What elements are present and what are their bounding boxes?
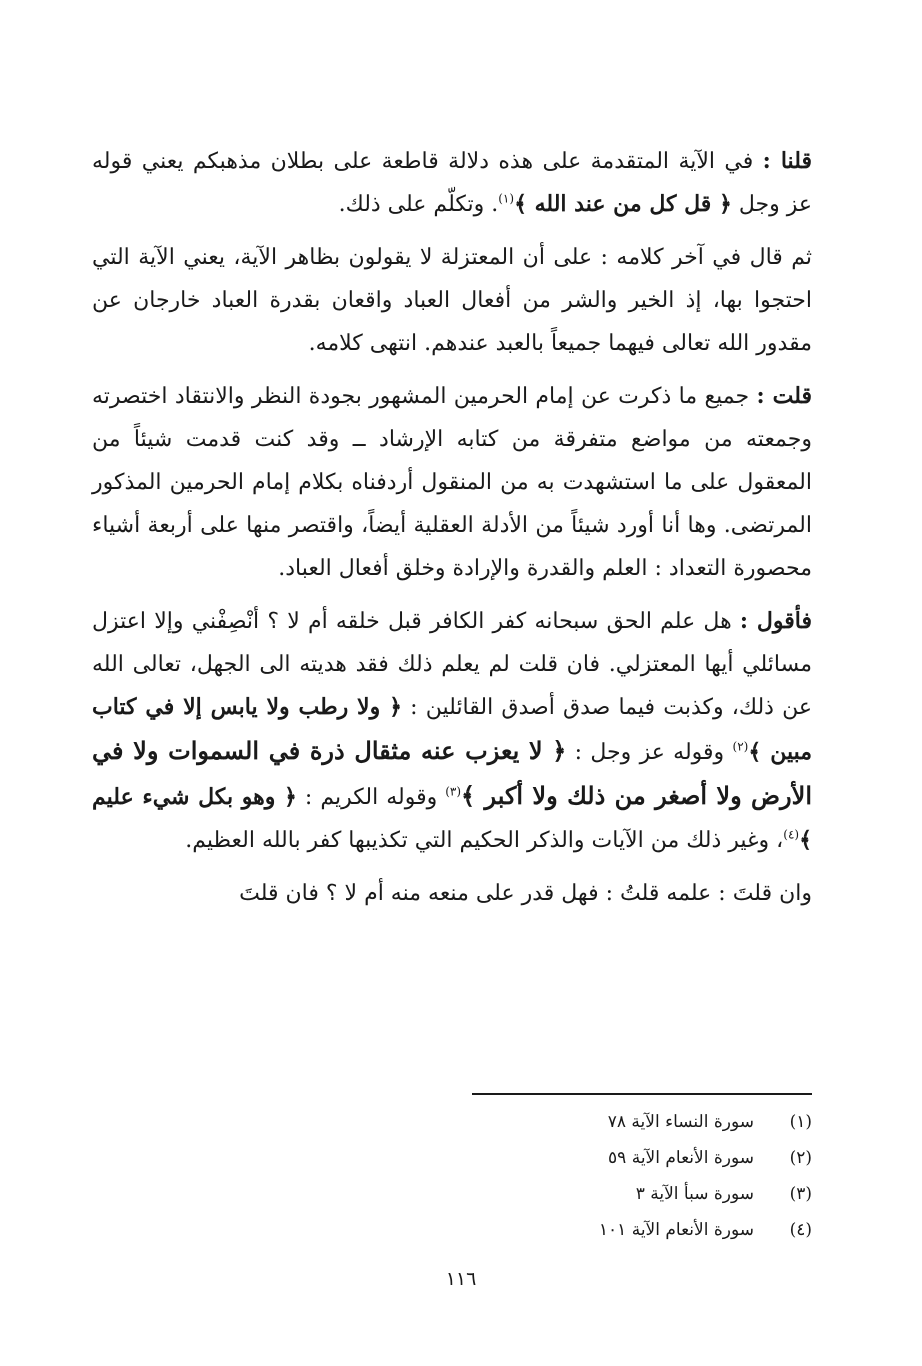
paragraph-2: ثم قال في آخر كلامه : على أن المعتزلة لا يقولون بظاهر الآية، يعني الآية التي احتجوا بها، إذ الخير والشر من أفعال العباد واقعان بقدرة العباد خارجان عن مقدور الله تعالى فيهما جميعاً بالعبد عندهم. انتهى كلامه. (92, 245, 812, 356)
page-body (92, 140, 812, 925)
footnote-number: (٣) (789, 1184, 812, 1204)
footnote-number: (٢) (789, 1148, 812, 1168)
quran-quote: ﴿ ولا رطب ولا يابس إلا في كتاب مبين ﴾ (92, 694, 813, 765)
paragraph-lead: قلنا : (762, 148, 812, 174)
footnote-ref: (٢) (732, 739, 749, 754)
footnote-text: سورة الأنعام الآية ٥٩ (608, 1148, 754, 1168)
paragraph-text: وقوله الكريم : (296, 785, 446, 810)
paragraph-3 (92, 375, 812, 590)
paragraph-text: في الآية المتقدمة على هذه دلالة قاطعة على بطلان مذهبكم يعني قوله عز وجل (92, 149, 812, 217)
paragraph-1 (92, 140, 812, 226)
footnote-number: (١) (789, 1112, 812, 1132)
quran-quote: ﴿ قل كل من عند الله ﴾ (514, 191, 732, 217)
footnote-text: سورة سبأ الآية ٣ (635, 1184, 754, 1204)
footnote-text: سورة الأنعام الآية ١٠١ (598, 1220, 754, 1240)
paragraph-text: ، وغير ذلك من الآيات والذكر الحكيم التي تكذيبها كفر بالله العظيم. (185, 828, 784, 853)
paragraph-text: هل علم الحق سبحانه كفر الكافر قبل خلقه أم لا ؟ أنْصِفْني وإلا اعتزل مسائلي أيها المعتزلي. فان قلت لم يعلم ذلك فقد هديته الى الجهل، تعالى الله عن ذلك، وكذبت فيما صدق أصدق القائلين : (92, 609, 813, 720)
paragraph-text: وقوله عز وجل : (566, 740, 733, 765)
footnote-item (412, 1212, 812, 1248)
paragraph-text: . وتكلّم على ذلك. (338, 192, 499, 217)
footnotes (412, 1104, 812, 1248)
paragraph-4 (92, 600, 812, 862)
paragraph-text: جميع ما ذكرت عن إمام الحرمين المشهور بجودة النظر والانتقاد اختصرته وجمعته من مواضع متفرقة من كتابه الإرشاد ــ وقد كنت قدمت شيئاً من المعقول على ما استشهدت به من المنقول أردفناه بكلام إمام الحرمين المذكور المرتضى. وها أنا أورد شيئاً من الأدلة العقلية أيضاً، واقتصر منها على أربعة أشياء محصورة التعداد : العلم والقدرة والإرادة وخلق أفعال العباد. (92, 384, 812, 581)
footnote-text: سورة النساء الآية ٧٨ (607, 1112, 754, 1132)
footnote-item (412, 1176, 812, 1212)
footnote-ref: (٣) (445, 784, 462, 799)
footnote-ref: (٤) (783, 827, 800, 842)
paragraph-5: وان قلتَ : علمه قلتُ : فهل قدر على منعه منه أم لا ؟ فان قلتَ (239, 881, 812, 906)
footnote-number: (٤) (789, 1220, 812, 1240)
page-number: ١١٦ (445, 1268, 477, 1290)
paragraph-lead: قلت : (756, 383, 812, 409)
quran-quote: ﴿ وهو بكل شيء عليم ﴾ (92, 784, 812, 853)
quran-quote: ﴿ لا يعزب عنه مثقال ذرة في السموات ولا في الأرض ولا أصغر من ذلك ولا أكبر ﴾ (92, 736, 812, 810)
footnote-item (412, 1104, 812, 1140)
footnote-ref: (١) (498, 191, 515, 206)
paragraph-lead: فأقول : (739, 608, 812, 634)
footnote-divider (472, 1093, 812, 1095)
footnote-item (412, 1140, 812, 1176)
